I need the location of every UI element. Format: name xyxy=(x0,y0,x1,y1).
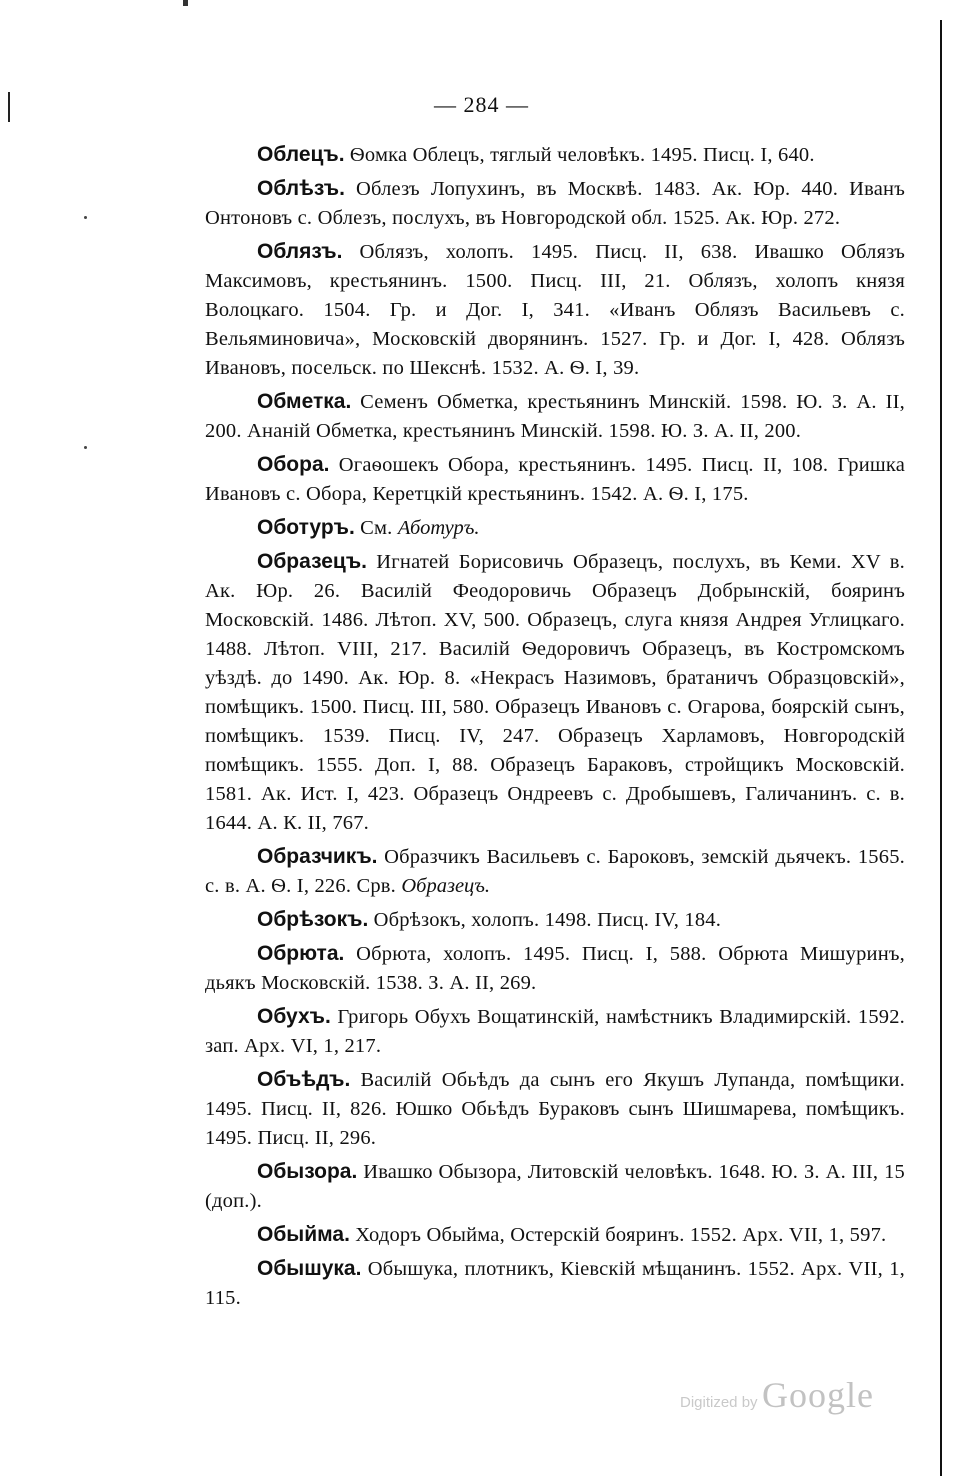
entry-headword: Обрюта. xyxy=(257,942,345,965)
dictionary-entry xyxy=(205,1157,905,1216)
scan-speck xyxy=(84,446,87,449)
dictionary-entry xyxy=(205,1220,905,1250)
scan-edge-right xyxy=(940,20,942,1476)
dictionary-entry xyxy=(205,842,905,901)
entry-headword: Обыйма. xyxy=(257,1223,350,1246)
entry-headword: Образецъ. xyxy=(257,550,367,573)
dictionary-entry xyxy=(205,547,905,838)
dictionary-entries xyxy=(205,140,905,1317)
dictionary-entry xyxy=(205,237,905,383)
entry-headword: Облецъ. xyxy=(257,143,345,166)
scan-speck xyxy=(84,216,87,219)
entry-headword: Обухъ. xyxy=(257,1005,331,1028)
entry-text: Ѳомка Облецъ, тяглый человѣкъ. 1495. Писц. I, 640. xyxy=(344,144,815,166)
entry-text: Образчикъ Васильевъ с. Бароковъ, земскій дьячекъ. 1565. с. в. А. Ѳ. I, 226. Срв. xyxy=(205,846,905,897)
digitized-watermark xyxy=(680,1374,874,1416)
dictionary-entry xyxy=(205,140,905,170)
entry-text: Обрѣзокъ, холопъ. 1498. Писц. IV, 184. xyxy=(368,909,722,931)
dictionary-entry xyxy=(205,1065,905,1153)
dictionary-entry xyxy=(205,174,905,233)
entry-text: Семенъ Обметка, крестьянинъ Минскій. 1598. Ю. З. А. II, 200. Ананій Обметка, крестьянинъ Минскій. 1598. Ю. З. А. II, 200. xyxy=(205,391,905,442)
entry-headword: Обызора. xyxy=(257,1160,358,1183)
entry-text: Облезъ Лопухинъ, въ Москвѣ. 1483. Ак. Юр. 440. Иванъ Онтоновъ с. Облезъ, послухъ, въ Новгородской обл. 1525. Ак. Юр. 272. xyxy=(205,178,905,229)
dictionary-entry xyxy=(205,1002,905,1061)
entry-text: Игнатей Борисовичь Образецъ, послухъ, въ Кеми. XV в. Ак. Юр. 26. Василій Феодоровичь Образецъ Добрынскій, бояринъ Московскій. 1486. Лѣтоп. XV, 500. Образецъ, слуга князя Андрея Углицкаго. 1488. Лѣтоп. VIII, 217. Василій Ѳедоровичъ Образецъ, въ Костромскомъ уѣздѣ. до 1490. Ак. Юр. 8. «Некрасъ Назимовъ, братаничъ Образцовскій», помѣщикъ. 1500. Писц. III, 580. Образецъ Ивановъ с. Огарова, боярскій сынъ, помѣщикъ. 1539. Писц. IV, 247. Образецъ Харламовъ, Новгородскій помѣщикъ. 1555. Доп. I, 88. Образецъ Бараковъ, стройщикъ Московскій. 1581. Ак. Ист. I, 423. Образецъ Ондреевъ с. Дробышевъ, Галичанинъ. с. в. 1644. А. К. II, 767. xyxy=(205,551,905,834)
entry-text: Григорь Обухъ Вощатинскій, намѣстникъ Владимирскій. 1592. зап. Арх. VI, 1, 217. xyxy=(205,1006,905,1057)
entry-text: Обышука, плотникъ, Кіевскій мѣщанинъ. 1552. Арх. VII, 1, 115. xyxy=(205,1258,905,1309)
dictionary-entry xyxy=(205,905,905,935)
entry-headword: Облязъ. xyxy=(257,240,343,263)
entry-headword: Обора. xyxy=(257,453,330,476)
google-logo: Google xyxy=(762,1375,874,1415)
entry-headword: Обметка. xyxy=(257,390,352,413)
entry-text: См. xyxy=(354,517,398,539)
entry-text: Обрюта, холопъ. 1495. Писц. I, 588. Обрюта Мишуринъ, дьякъ Московскій. 1538. З. А. II, 269. xyxy=(205,943,905,994)
dictionary-entry xyxy=(205,1254,905,1313)
dictionary-entry xyxy=(205,939,905,998)
scan-mark xyxy=(183,0,188,6)
dictionary-entry xyxy=(205,450,905,509)
entry-headword: Объѣдъ. xyxy=(257,1068,351,1091)
dictionary-entry xyxy=(205,513,905,543)
entry-headword: Обышука. xyxy=(257,1257,362,1280)
entry-text: Василій Обьѣдъ да сынъ его Якушъ Лупанда, помѣщики. 1495. Писц. II, 826. Юшко Обьѣдъ Бураковъ сынъ Шишмарева, помѣщикъ. 1495. Писц. II, 296. xyxy=(205,1069,905,1149)
entry-headword: Обрѣзокъ. xyxy=(257,908,369,931)
page-number: — 284 — xyxy=(434,92,529,117)
entry-cross-reference: Аботуръ. xyxy=(397,517,480,539)
entry-headword: Образчикъ. xyxy=(257,845,378,868)
entry-text: Ивашко Обызора, Литовскій человѣкъ. 1648. Ю. З. А. III, 15 (доп.). xyxy=(205,1161,905,1212)
entry-cross-reference: Образецъ. xyxy=(401,875,491,897)
entry-text: Огаѳошекъ Обора, крестьянинъ. 1495. Писц. II, 108. Гришка Ивановъ с. Обора, Керетцкій крестьянинъ. 1542. А. Ѳ. I, 175. xyxy=(205,454,905,505)
dictionary-entry xyxy=(205,387,905,446)
entry-headword: Облѣзъ. xyxy=(257,177,345,200)
entry-text: Облязъ, холопъ. 1495. Писц. II, 638. Ивашко Облязъ Максимовъ, крестьянинъ. 1500. Писц. III, 21. Облязъ, холопъ князя Волоцкаго. 1504. Гр. и Дог. I, 341. «Иванъ Облязъ Васильевъ с. Вельяминовича», Московскій дворянинъ. 1527. Гр. и Дог. I, 428. Облязъ Ивановъ, посельск. по Шекснѣ. 1532. А. Ѳ. I, 39. xyxy=(205,241,905,379)
digitized-label: Digitized by xyxy=(680,1394,758,1411)
entry-text: Ходоръ Обыйма, Остерскій бояринъ. 1552. Арх. VII, 1, 597. xyxy=(349,1224,887,1246)
entry-headword: Оботуръ. xyxy=(257,516,355,539)
